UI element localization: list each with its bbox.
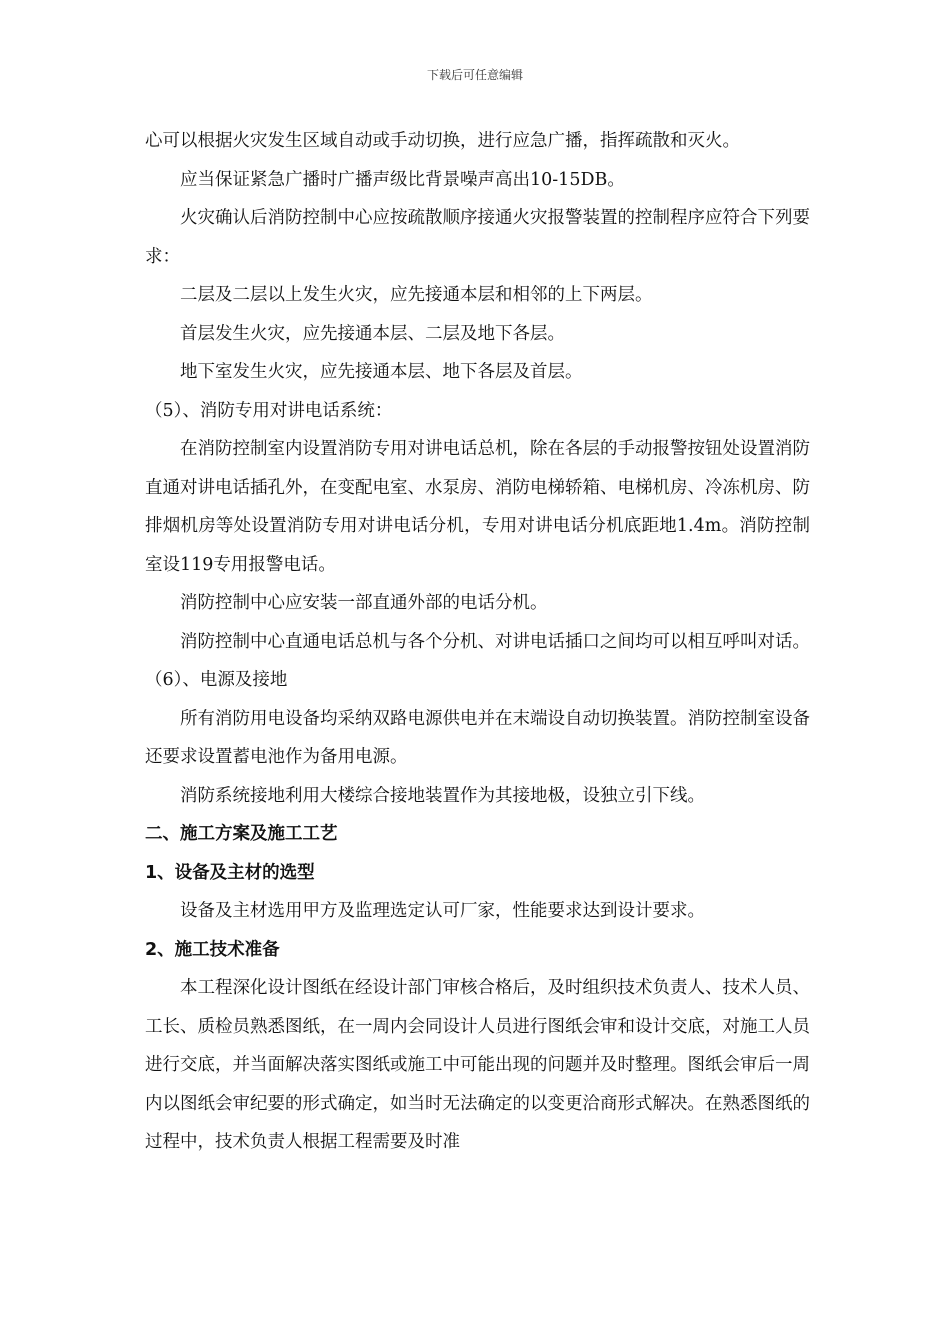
paragraph: 首层发生火灾，应先接通本层、二层及地下各层。: [180, 323, 565, 344]
paragraph: 应当保证紧急广播时广播声级比背景噪声高出10-15DB。: [180, 169, 625, 190]
section-heading: 2、施工技术准备: [145, 939, 280, 960]
paragraph: 设备及主材选用甲方及监理选定认可厂家，性能要求达到设计要求。: [180, 901, 705, 921]
paragraph: 二层及二层以上发生火灾，应先接通本层和相邻的上下两层。: [180, 285, 653, 305]
paragraph: 消防控制中心直通电话总机与各个分机、对讲电话插口之间均可以相互呼叫对话。: [180, 631, 810, 652]
section-heading: 1、设备及主材的选型: [145, 862, 315, 883]
paragraph: 在消防控制室内设置消防专用对讲电话总机，除在各层的手动报警按钮处设置消防直通对讲电话插孔外，在变配电室、水泵房、消防电梯轿箱、电梯机房、冷冻机房、防排烟机房等处设置消防专用对讲电话分机，专用对讲电话分机底距地1.4m。消防控制室设119专用报警电话。: [145, 439, 810, 575]
document-body: [145, 122, 810, 1162]
paragraph: 所有消防用电设备均采纳双路电源供电并在末端设自动切换装置。消防控制室设备还要求设置蓄电池作为备用电源。: [145, 708, 810, 767]
paragraph: 地下室发生火灾，应先接通本层、地下各层及首层。: [180, 362, 583, 382]
page-header: 下载后可任意编辑: [426, 68, 523, 82]
paragraph: 本工程深化设计图纸在经设计部门审核合格后，及时组织技术负责人、技术人员、工长、质检员熟悉图纸，在一周内会同设计人员进行图纸会审和设计交底，对施工人员进行交底，并当面解决落实图纸或施工中可能出现的问题并及时整理。图纸会审后一周内以图纸会审纪要的形式确定，如当时无法确定的以变更洽商形式解决。在熟悉图纸的过程中，技术负责人根据工程需要及时准: [145, 978, 810, 1152]
section-heading: 二、施工方案及施工工艺: [145, 824, 338, 844]
subsection-heading: （6）、电源及接地: [145, 670, 288, 690]
paragraph: 消防控制中心应安装一部直通外部的电话分机。: [180, 593, 548, 613]
paragraph: 消防系统接地利用大楼综合接地装置作为其接地极，设独立引下线。: [180, 785, 705, 806]
subsection-heading: （5）、消防专用对讲电话系统：: [145, 400, 393, 421]
paragraph: 火灾确认后消防控制中心应按疏散顺序接通火灾报警装置的控制程序应符合下列要求：: [145, 208, 810, 267]
paragraph-continuation: 心可以根据火灾发生区域自动或手动切换，进行应急广播，指挥疏散和灭火。: [145, 131, 740, 151]
